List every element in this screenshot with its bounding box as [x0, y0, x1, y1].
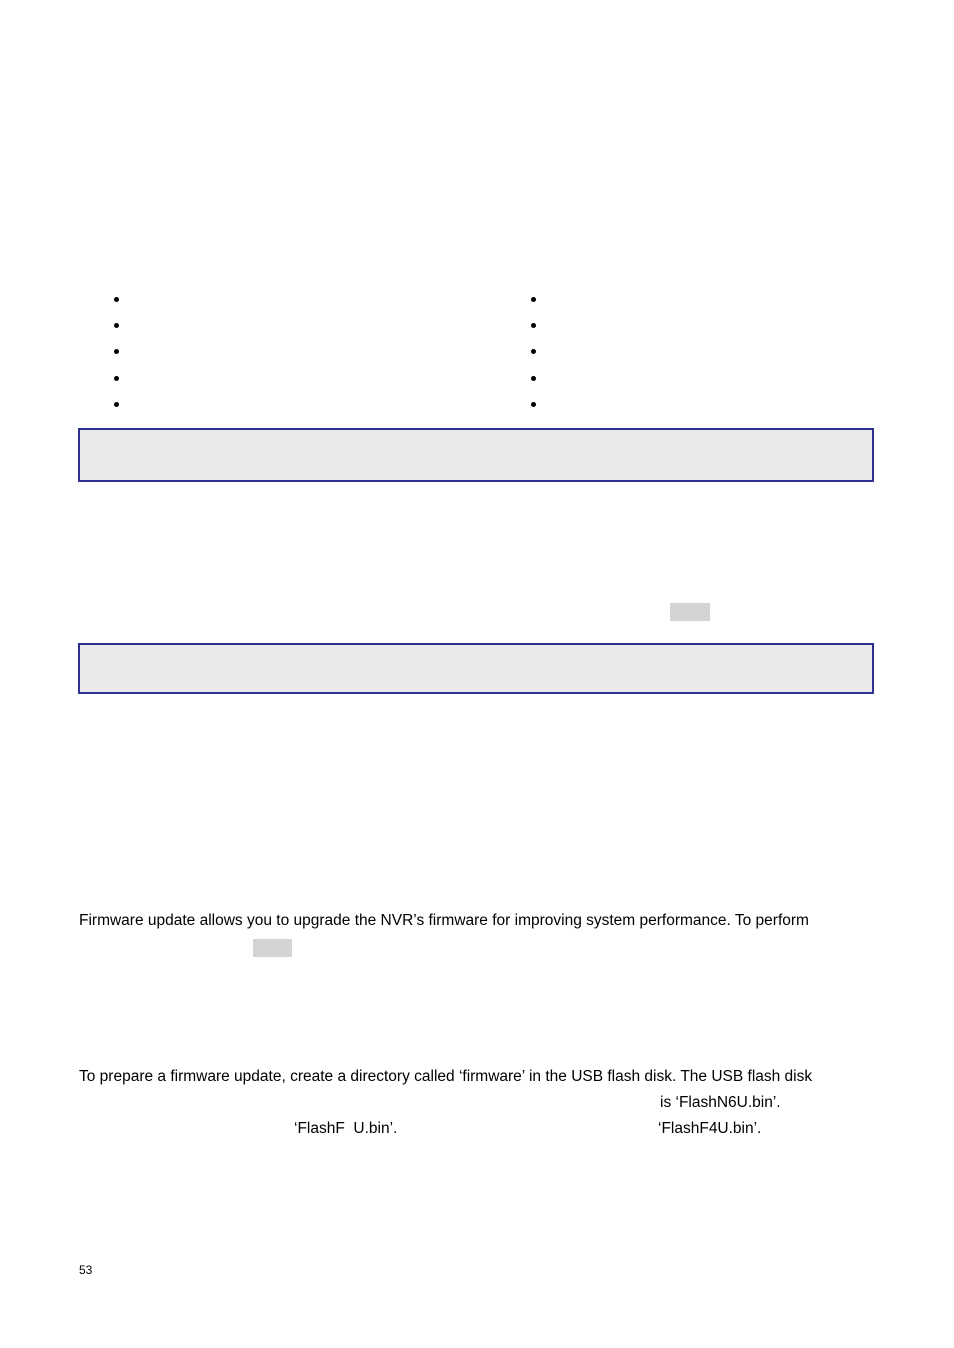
firmware-filename-n6u: is ‘FlashN6U.bin’.: [660, 1094, 781, 1111]
key-chip: [253, 939, 292, 957]
bullet-dot-icon: [531, 297, 536, 302]
bullet-dot-icon: [531, 376, 536, 381]
bullet-dot-icon: [531, 323, 536, 328]
bullet-dot-icon: [114, 349, 119, 354]
bullet-dot-icon: [531, 349, 536, 354]
key-chip: [670, 603, 710, 621]
note-box: [78, 428, 874, 482]
note-box: [78, 643, 874, 694]
firmware-prepare-line: To prepare a firmware update, create a directory called ‘firmware’ in the USB flash disk. The USB flash disk: [79, 1068, 813, 1085]
bullet-dot-icon: [531, 402, 536, 407]
firmware-filename-fu: ‘FlashF U.bin’.: [294, 1120, 398, 1137]
bullet-dot-icon: [114, 297, 119, 302]
firmware-intro-line: Firmware update allows you to upgrade the NVR’s firmware for improving system performance. To perform: [79, 912, 809, 929]
page-number: 53: [79, 1263, 93, 1277]
firmware-filename-f4u: ‘FlashF4U.bin’.: [658, 1120, 762, 1137]
bullet-dot-icon: [114, 402, 119, 407]
bullet-dot-icon: [114, 376, 119, 381]
bullet-dot-icon: [114, 323, 119, 328]
